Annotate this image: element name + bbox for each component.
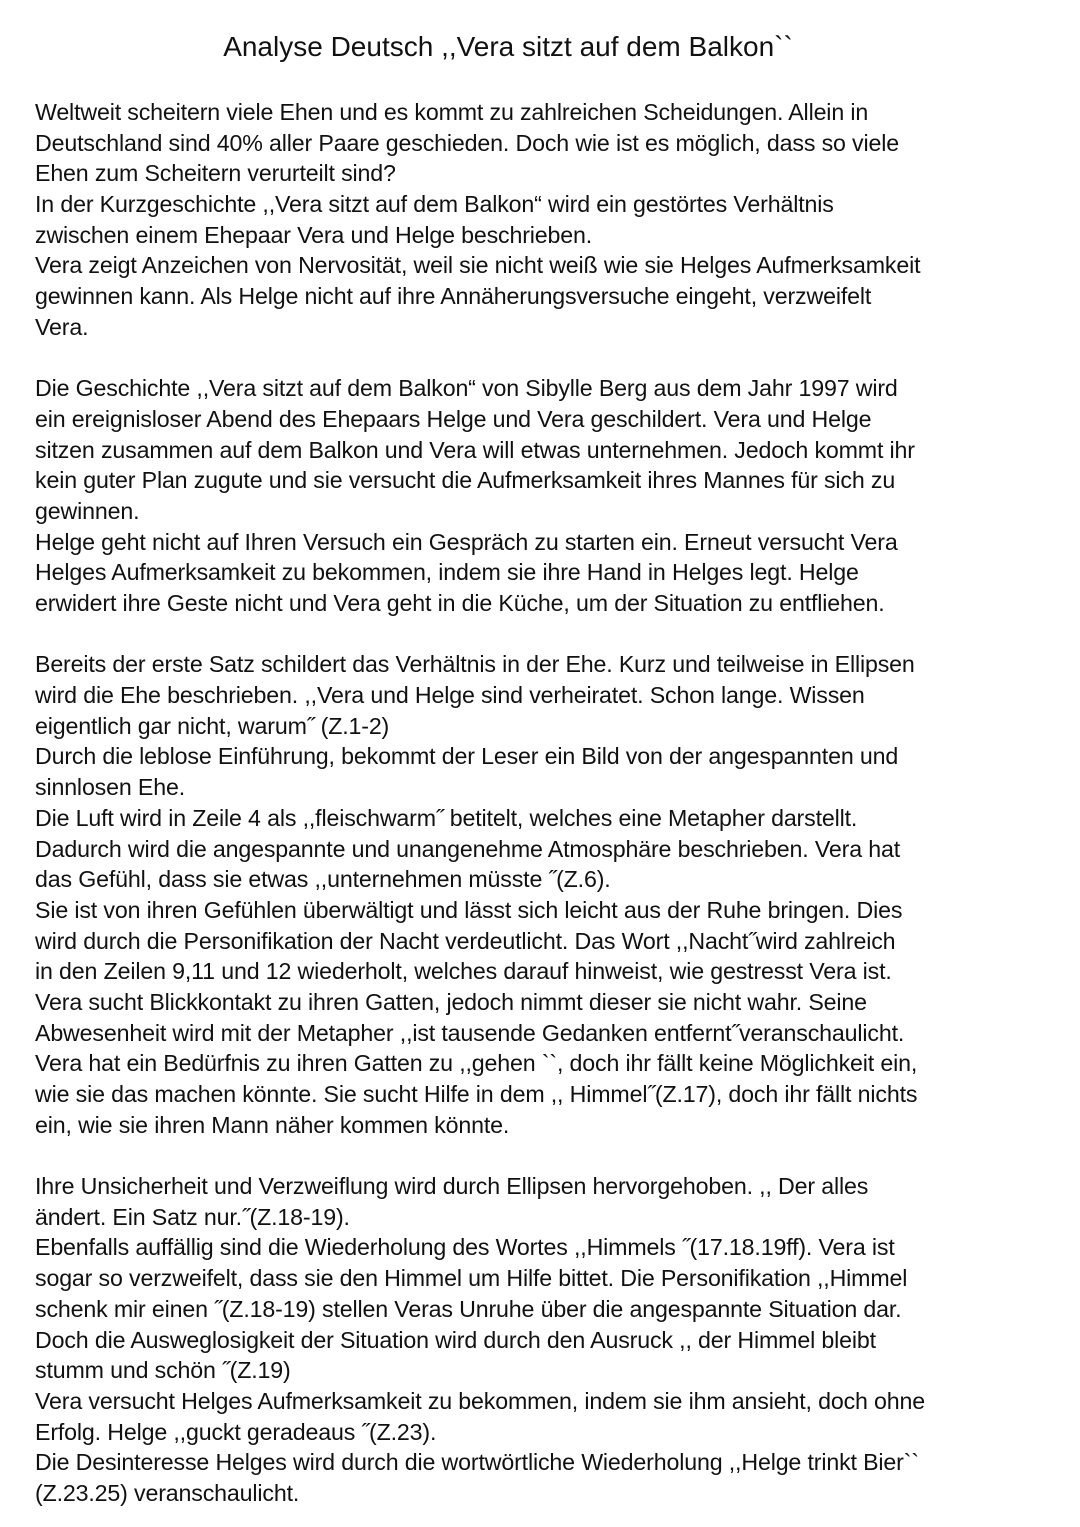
text-line: Helges Aufmerksamkeit zu bekommen, indem sie ihre Hand in Helges legt. Helge [35, 559, 859, 586]
text-line: Erfolg. Helge ,,guckt geradeaus ˝(Z.23). [35, 1418, 437, 1445]
text-line: Die Desinteresse Helges wird durch die wortwörtliche Wiederholung ,,Helge trinkt Bier`` [35, 1449, 919, 1476]
document-body [35, 97, 1055, 1509]
blank-line [35, 1140, 1055, 1171]
text-line: sogar so verzweifelt, dass sie den Himmel um Hilfe bittet. Die Personifikation ,,Himmel [35, 1265, 908, 1292]
text-line: Helge geht nicht auf Ihren Versuch ein Gespräch zu starten ein. Erneut versucht Vera [35, 528, 898, 555]
text-line: Bereits der erste Satz schildert das Verhältnis in der Ehe. Kurz und teilweise in Ellipsen [35, 651, 915, 678]
text-line: wird durch die Personifikation der Nacht verdeutlicht. Das Wort ,,Nacht˝wird zahlreich [35, 927, 896, 954]
text-line: gewinnen kann. Als Helge nicht auf ihre Annäherungsversuche eingeht, verzweifelt [35, 283, 872, 310]
text-line: In der Kurzgeschichte ,,Vera sitzt auf dem Balkon“ wird ein gestörtes Verhältnis [35, 191, 834, 218]
text-line: in den Zeilen 9,11 und 12 wiederholt, welches darauf hinweist, wie gestresst Vera ist. [35, 958, 892, 985]
blank-line [35, 343, 1055, 374]
text-line: Deutschland sind 40% aller Paare geschieden. Doch wie ist es möglich, dass so viele [35, 129, 899, 156]
text-line: Vera. [35, 313, 89, 340]
text-line: (Z.23.25) veranschaulicht. [35, 1479, 300, 1506]
text-line: Die Luft wird in Zeile 4 als ,,fleischwarm˝ betitelt, welches eine Metapher darstellt. [35, 804, 858, 831]
text-line: zwischen einem Ehepaar Vera und Helge beschrieben. [35, 221, 593, 248]
text-line: sinnlosen Ehe. [35, 774, 186, 801]
text-line: sitzen zusammen auf dem Balkon und Vera will etwas unternehmen. Jedoch kommt ihr [35, 436, 915, 463]
text-line: das Gefühl, dass sie etwas ,,unternehmen müsste ˝(Z.6). [35, 866, 611, 893]
text-line: Vera zeigt Anzeichen von Nervosität, weil sie nicht weiß wie sie Helges Aufmerksamkeit [35, 252, 921, 279]
text-line: gewinnen. [35, 497, 140, 524]
text-line: Ebenfalls auffällig sind die Wiederholung des Wortes ,,Himmels ˝(17.18.19ff). Vera ist [35, 1234, 895, 1261]
blank-line [35, 619, 1055, 650]
text-line: Die Geschichte ,,Vera sitzt auf dem Balkon“ von Sibylle Berg aus dem Jahr 1997 wird [35, 375, 898, 402]
text-line: Vera hat ein Bedürfnis zu ihren Gatten zu ,,gehen ``, doch ihr fällt keine Möglichkeit ein, [35, 1050, 918, 1077]
text-line: Ehen zum Scheitern verurteilt sind? [35, 160, 396, 187]
text-line: Doch die Ausweglosigkeit der Situation wird durch den Ausruck ,, der Himmel bleibt [35, 1326, 876, 1353]
text-line: stumm und schön ˝(Z.19) [35, 1357, 291, 1384]
text-line: schenk mir einen ˝(Z.18-19) stellen Veras Unruhe über die angespannte Situation dar. [35, 1295, 902, 1322]
text-line: wie sie das machen könnte. Sie sucht Hilfe in dem ,, Himmel˝(Z.17), doch ihr fällt nichts [35, 1081, 918, 1107]
text-line: kein guter Plan zugute und sie versucht die Aufmerksamkeit ihres Mannes für sich zu [35, 467, 896, 494]
text-line: Weltweit scheitern viele Ehen und es kommt zu zahlreichen Scheidungen. Allein in [35, 99, 869, 125]
text-line: Vera sucht Blickkontakt zu ihren Gatten, jedoch nimmt dieser sie nicht wahr. Seine [35, 988, 867, 1015]
text-line: Vera versucht Helges Aufmerksamkeit zu bekommen, indem sie ihm ansieht, doch ohne [35, 1387, 926, 1414]
text-line: ein, wie sie ihren Mann näher kommen könnte. [35, 1111, 510, 1138]
text-line: wird die Ehe beschrieben. ,,Vera und Helge sind verheiratet. Schon lange. Wissen [35, 682, 865, 709]
text-line: Sie ist von ihren Gefühlen überwältigt und lässt sich leicht aus der Ruhe bringen. Dies [35, 896, 903, 923]
text-line: Dadurch wird die angespannte und unangenehme Atmosphäre beschrieben. Vera hat [35, 835, 901, 862]
text-line: erwidert ihre Geste nicht und Vera geht in die Küche, um der Situation zu entfliehen. [35, 590, 885, 616]
text-line: Ihre Unsicherheit und Verzweiflung wird durch Ellipsen hervorgehoben. ,, Der alles [35, 1173, 869, 1200]
text-line: Abwesenheit wird mit der Metapher ,,ist tausende Gedanken entfernt˝veranschaulicht. [35, 1019, 905, 1046]
text-line: ändert. Ein Satz nur.˝(Z.18-19). [35, 1203, 350, 1230]
text-line: ein ereignisloser Abend des Ehepaars Helge und Vera geschildert. Vera und Helge [35, 405, 872, 432]
text-line: eigentlich gar nicht, warum˝ (Z.1-2) [35, 712, 390, 739]
text-line: Durch die leblose Einführung, bekommt der Leser ein Bild von der angespannten und [35, 743, 899, 770]
document-title: Analyse Deutsch ,,Vera sitzt auf dem Balkon`` [223, 31, 793, 62]
